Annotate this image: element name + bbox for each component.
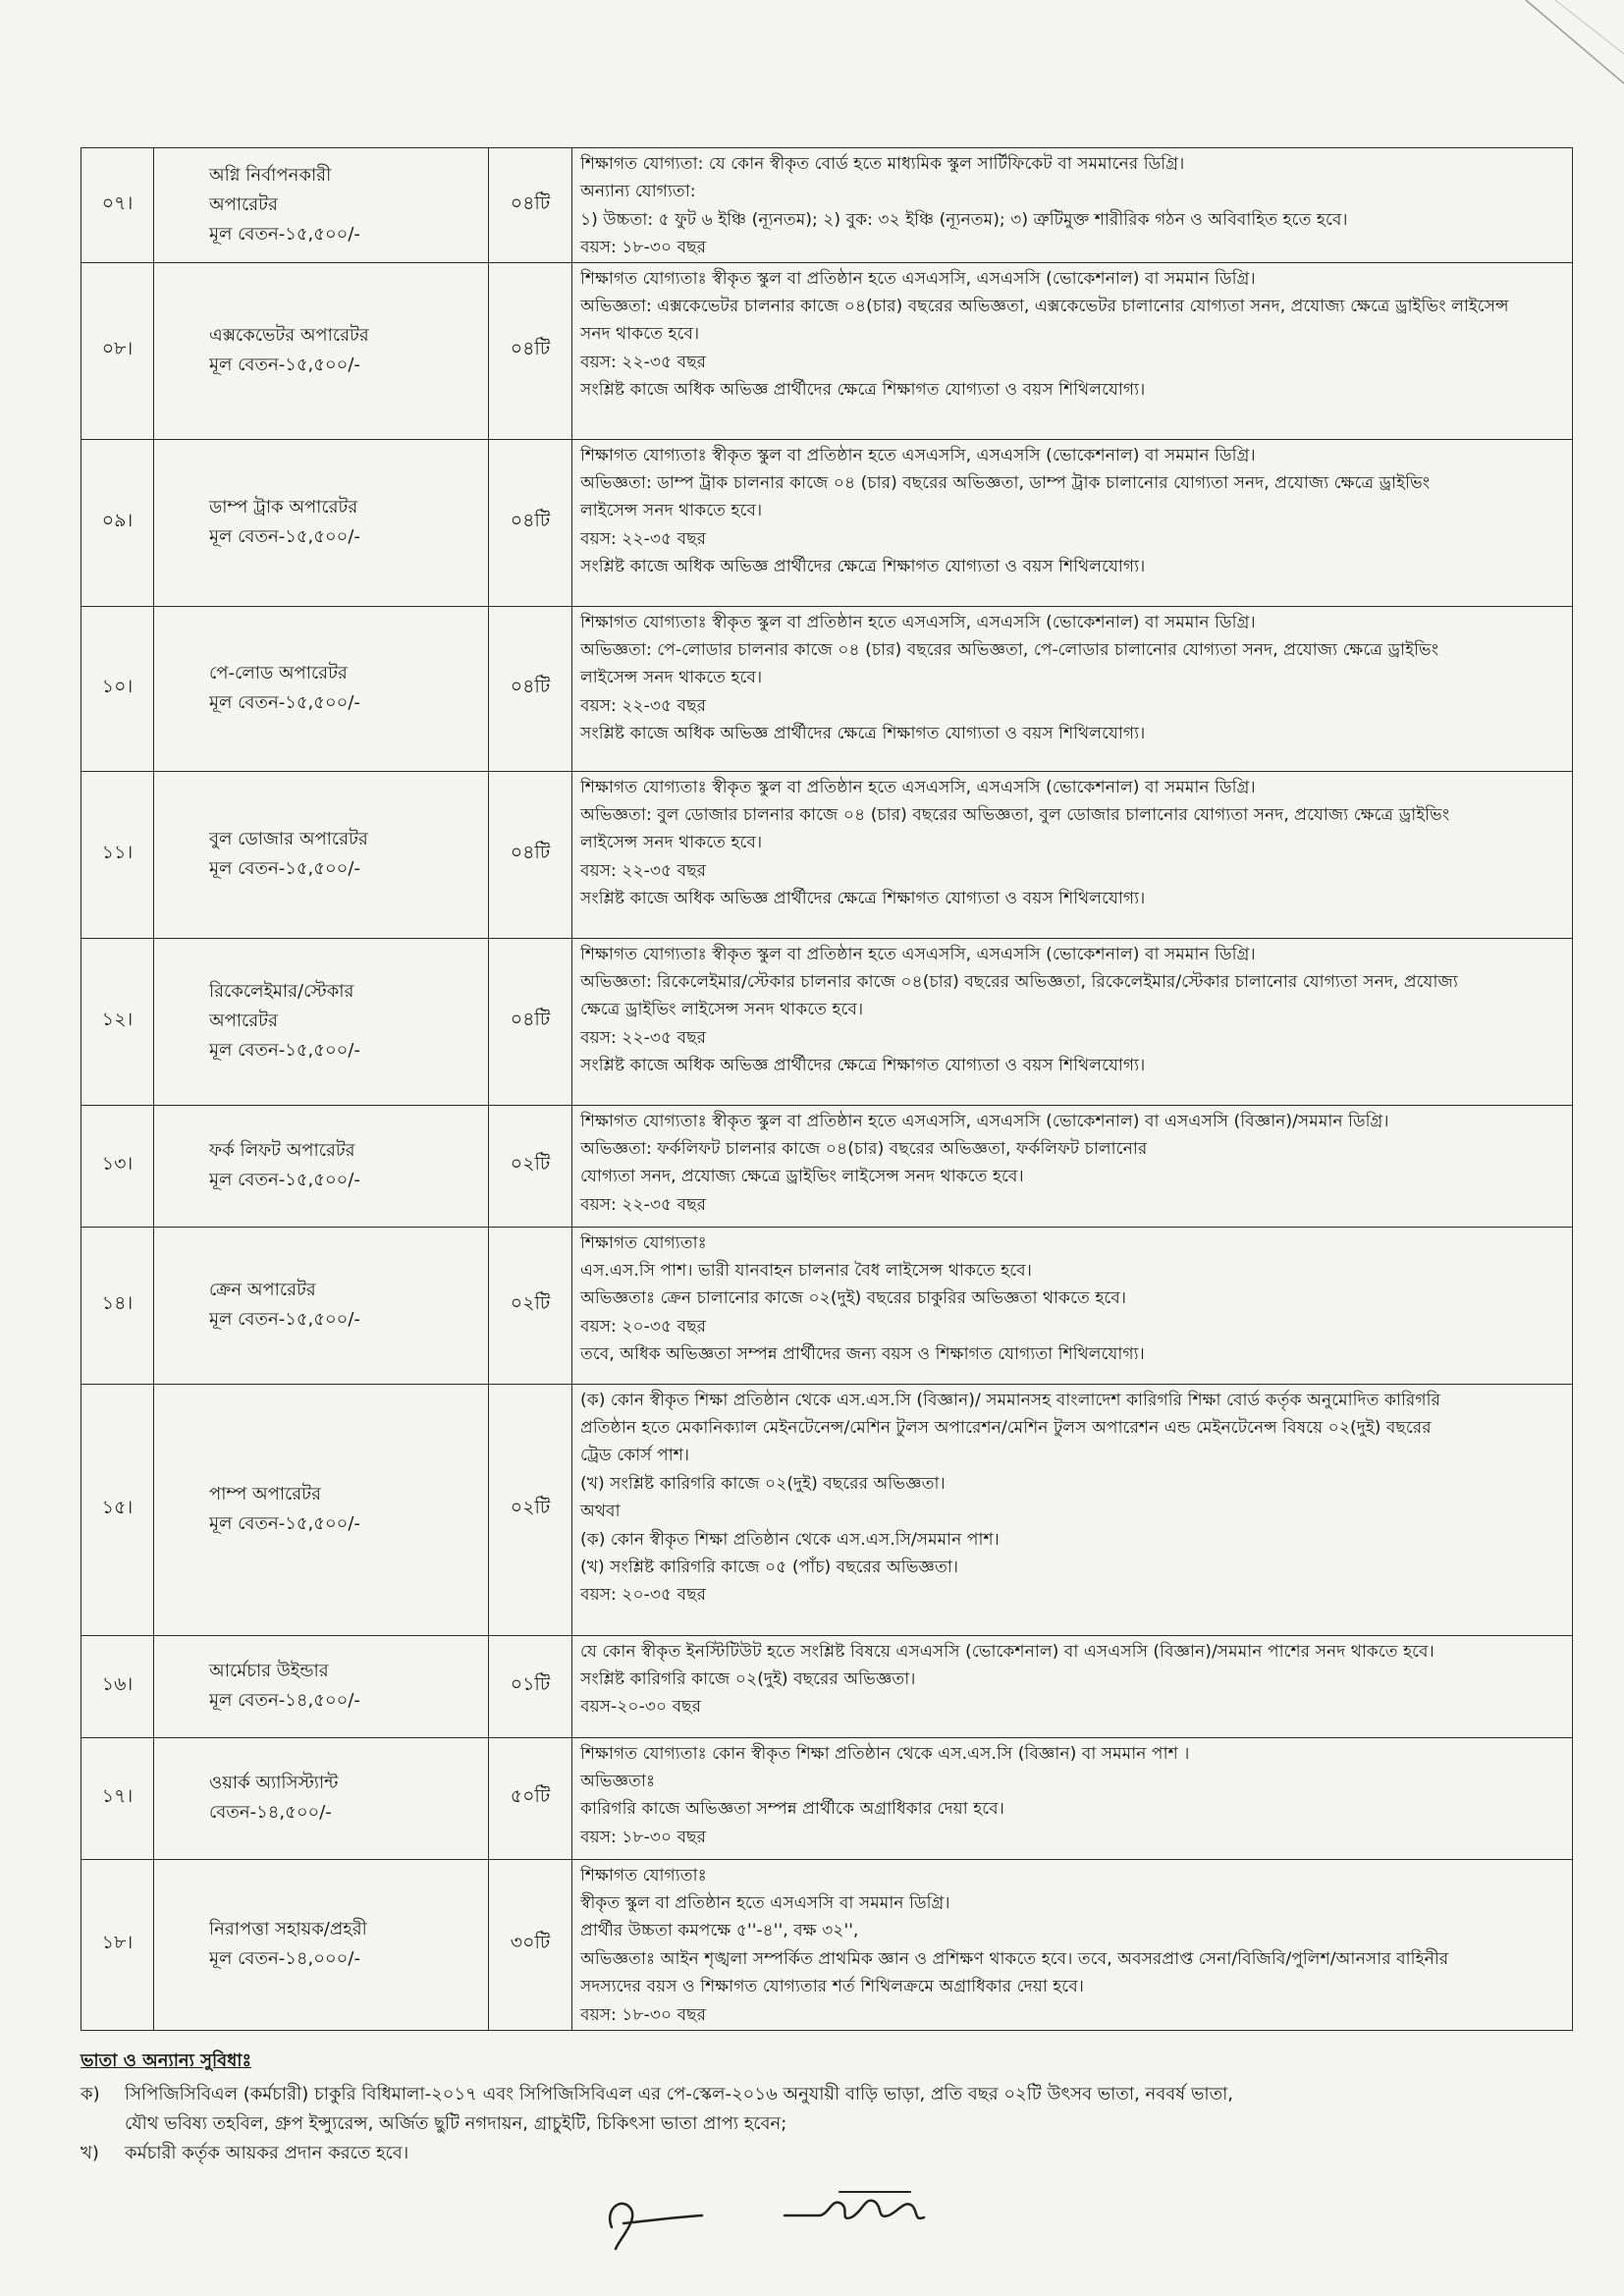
basic-salary: মূল বেতন-১৫,৫০০/- <box>209 692 360 714</box>
serial-number: ১৬। <box>81 1635 154 1737</box>
post-cell <box>154 1105 489 1227</box>
requirement-line: শিক্ষাগত যোগ্যতাঃ স্বীকৃত স্কুল বা প্রতিষ্ঠান হতে এসএসসি, এসএসসি (ভোকেশনাল) বা এসএসসি (বিজ্ঞান)/সমমান ডিগ্রি। <box>580 1111 1389 1131</box>
basic-salary: বেতন-১৪,৫০০/- <box>209 1802 332 1824</box>
post-name: ওয়ার্ক অ্যাসিস্ট্যান্ট <box>209 1773 339 1794</box>
basic-salary: মূল বেতন-১৫,৫০০/- <box>209 526 360 548</box>
requirement-line: বয়স: ১৮-৩০ বছর <box>580 238 707 258</box>
requirement-line: লাইসেন্স সনদ থাকতে হবে। <box>580 833 763 853</box>
allowance-text-line: যৌথ ভবিষ্য তহবিল, গ্রুপ ইন্স্যুরেন্স, অর্জিত ছুটি নগদায়ন, গ্রাচুইটি, চিকিৎসা ভাতা প্রাপ্য হবেন; <box>125 2113 787 2134</box>
post-cell <box>154 1384 489 1635</box>
requirements-cell <box>572 262 1573 439</box>
requirement-line: বয়স: ১৮-৩০ বছর <box>580 1827 707 1847</box>
job-requirements-table <box>81 147 1573 2031</box>
requirement-line: অভিজ্ঞতাঃ ক্রেন চালানোর কাজে ০২(দুই) বছরের চাকুরির অভিজ্ঞতা থাকতে হবে। <box>580 1288 1126 1309</box>
job-row <box>81 1384 1573 1635</box>
requirement-line: এস.এস.সি পাশ। ভারী যানবাহন চালনার বৈধ লাইসেন্স থাকতে হবে। <box>580 1261 1032 1282</box>
allowances-title: ভাতা ও অন্যান্য সুবিধাঃ <box>81 2050 252 2071</box>
requirements-cell <box>572 1859 1573 2030</box>
serial-number: ১৩। <box>81 1105 154 1227</box>
requirements-cell <box>572 1105 1573 1227</box>
requirements-cell <box>572 439 1573 606</box>
post-cell <box>154 1227 489 1384</box>
post-name: বুল ডোজার অপারেটর <box>209 829 368 850</box>
requirement-line: সংশ্লিষ্ট কাজে অধিক অভিজ্ঞ প্রার্থীদের ক্ষেত্রে শিক্ষাগত যোগ্যতা ও বয়স শিথিলযোগ্য। <box>580 889 1146 909</box>
requirement-line: শিক্ষাগত যোগ্যতাঃ স্বীকৃত স্কুল বা প্রতিষ্ঠান হতে এসএসসি, এসএসসি (ভোকেশনাল) বা সমমান ডিগ্রি। <box>580 445 1256 465</box>
job-row <box>81 439 1573 606</box>
requirement-line: সদস্যদের বয়স ও শিক্ষাগত যোগ্যতার শর্ত শিথিলক্রমে অগ্রাধিকার দেয়া হবে। <box>580 1977 1084 1997</box>
requirements-cell <box>572 1384 1573 1635</box>
job-row <box>81 771 1573 938</box>
requirement-line: বয়স: ২০-৩৫ বছর <box>580 1316 707 1337</box>
post-name: ডাম্প ট্রাক অপারেটর <box>209 497 358 519</box>
requirements-cell <box>572 1635 1573 1737</box>
serial-number: ১৪। <box>81 1227 154 1384</box>
requirement-line: অভিজ্ঞতা: ডাম্প ট্রাক চালনার কাজে ০৪ (চার) বছরের অভিজ্ঞতা, ডাম্প ট্রাক চালানোর যোগ্যতা সনদ, প্রযোজ্য ক্ষেত্রে ড্রাইভিং <box>580 473 1431 494</box>
folded-corner-mark <box>1506 0 1624 88</box>
job-row <box>81 1227 1573 1384</box>
requirement-line: অভিজ্ঞতা: এক্সকেভেটর চালনার কাজে ০৪(চার) বছরের অভিজ্ঞতা, এক্সকেভেটর চালানোর যোগ্যতা সনদ, প্রযোজ্য ক্ষেত্রে ড্রাইভিং লাইসেন্স <box>580 297 1509 317</box>
serial-number: ০৮। <box>81 262 154 439</box>
requirement-line: কারিগরি কাজে অভিজ্ঞতা সম্পন্ন প্রার্থীকে অগ্রাধিকার দেয়া হবে। <box>580 1799 1004 1820</box>
requirement-line: শিক্ষাগত যোগ্যতাঃ <box>580 1865 707 1886</box>
requirement-line: অন্যান্য যোগ্যতা: <box>580 182 696 202</box>
signature-handwritten <box>781 2178 928 2237</box>
requirement-line: শিক্ষাগত যোগ্যতাঃ স্বীকৃত স্কুল বা প্রতিষ্ঠান হতে এসএসসি, এসএসসি (ভোকেশনাল) বা সমমান ডিগ্রি। <box>580 268 1256 289</box>
post-name: আর্মেচার উইন্ডার <box>209 1661 329 1682</box>
serial-number: ০৯। <box>81 439 154 606</box>
job-row <box>81 606 1573 771</box>
requirement-line: (খ) সংশ্লিষ্ট কারিগরি কাজে ০২(দুই) বছরের অভিজ্ঞতা। <box>580 1473 946 1494</box>
basic-salary: মূল বেতন-১৫,৫০০/- <box>209 1040 360 1062</box>
requirement-line: (ক) কোন স্বীকৃত শিক্ষা প্রতিষ্ঠান থেকে এস.এস.সি/সমমান পাশ। <box>580 1529 1000 1550</box>
basic-salary: মূল বেতন-১৪,০০০/- <box>209 1948 360 1970</box>
post-name: পে-লোড অপারেটর <box>209 663 348 684</box>
requirement-line: ক্ষেত্রে ড্রাইভিং লাইসেন্স সনদ থাকতে হবে। <box>580 1000 864 1020</box>
requirement-line: লাইসেন্স সনদ থাকতে হবে। <box>580 501 763 521</box>
serial-number: ১৭। <box>81 1737 154 1859</box>
requirement-line: স্বীকৃত স্কুল বা প্রতিষ্ঠান হতে এসএসসি বা সমমান ডিগ্রি। <box>580 1893 950 1914</box>
requirement-line: যে কোন স্বীকৃত ইনস্টিটিউট হতে সংশ্লিষ্ট বিষয়ে এসএসসি (ভোকেশনাল) বা এসএসসি (বিজ্ঞান)/সমমান পাশের সনদ থাকতে হবে। <box>580 1641 1435 1662</box>
requirement-line: যোগ্যতা সনদ, প্রযোজ্য ক্ষেত্রে ড্রাইভিং লাইসেন্স সনদ থাকতে হবে। <box>580 1167 1024 1187</box>
requirement-line: সংশ্লিষ্ট কাজে অধিক অভিজ্ঞ প্রার্থীদের ক্ষেত্রে শিক্ষাগত যোগ্যতা ও বয়স শিথিলযোগ্য। <box>580 724 1146 744</box>
allowance-marker: ক) <box>81 2084 100 2105</box>
requirement-line: সংশ্লিষ্ট কাজে অধিক অভিজ্ঞ প্রার্থীদের ক্ষেত্রে শিক্ষাগত যোগ্যতা ও বয়স শিথিলযোগ্য। <box>580 1056 1146 1076</box>
post-count: ৩০টি <box>489 1859 572 2030</box>
requirement-line: অভিজ্ঞতা: ফর্কলিফট চালনার কাজে ০৪(চার) বছরের অভিজ্ঞতা, ফর্কলিফট চালানোর <box>580 1139 1148 1160</box>
allowance-text-line: সিপিজিসিবিএল (কর্মচারী) চাকুরি বিধিমালা-২০১৭ এবং সিপিজিসিবিএল এর পে-স্কেল-২০১৬ অনুযায়ী বাড়ি ভাড়া, প্রতি বছর ০২টি উৎসব ভাতা, নববর্ষ ভাতা, <box>125 2084 1234 2105</box>
requirement-line: সংশ্লিষ্ট কাজে অধিক অভিজ্ঞ প্রার্থীদের ক্ষেত্রে শিক্ষাগত যোগ্যতা ও বয়স শিথিলযোগ্য। <box>580 557 1146 577</box>
post-name: ফর্ক লিফট অপারেটর <box>209 1140 355 1162</box>
post-name: রিকেলেইমার/স্টেকার <box>209 981 354 1003</box>
requirements-cell <box>572 771 1573 938</box>
post-cell <box>154 148 489 263</box>
post-name: পাম্প অপারেটর <box>209 1484 321 1505</box>
serial-number: ১১। <box>81 771 154 938</box>
requirement-line: (ক) কোন স্বীকৃত শিক্ষা প্রতিষ্ঠান থেকে এস.এস.সি (বিজ্ঞান)/ সমমানসহ বাংলাদেশ কারিগরি শিক্ষা বোর্ড কর্তৃক অনুমোদিত কারিগরি <box>580 1390 1440 1410</box>
post-cell <box>154 1635 489 1737</box>
post-name: অগ্নি নির্বাপনকারী <box>209 164 332 186</box>
allowance-marker: খ) <box>81 2143 99 2163</box>
requirements-cell <box>572 606 1573 771</box>
requirement-line: অভিজ্ঞতাঃ আইন শৃঙ্খলা সম্পর্কিত প্রাথমিক জ্ঞান ও প্রশিক্ষণ থাকতে হবে। তবে, অবসরপ্রাপ্ত সেনা/বিজিবি/পুলিশ/আনসার বাহিনীর <box>580 1948 1449 1969</box>
basic-salary: মূল বেতন-১৫,৫০০/- <box>209 223 360 245</box>
requirements-cell <box>572 1737 1573 1859</box>
post-cell <box>154 1859 489 2030</box>
requirement-line: বয়স: ১৮-৩০ বছর <box>580 2004 707 2025</box>
post-name: নিরাপত্তা সহায়ক/প্রহরী <box>209 1919 367 1941</box>
signature-initial <box>594 2188 712 2257</box>
post-count: ০১টি <box>489 1635 572 1737</box>
post-count: ০৪টি <box>489 771 572 938</box>
allowance-text-line: কর্মচারী কর্তৃক আয়কর প্রদান করতে হবে। <box>125 2143 409 2163</box>
serial-number: ১২। <box>81 938 154 1105</box>
post-name: অপারেটর <box>209 1011 278 1032</box>
post-cell <box>154 606 489 771</box>
basic-salary: মূল বেতন-১৫,৫০০/- <box>209 1170 360 1191</box>
job-row <box>81 938 1573 1105</box>
post-count: ০৪টি <box>489 148 572 263</box>
requirement-line: লাইসেন্স সনদ থাকতে হবে। <box>580 668 763 688</box>
post-name: অপারেটর <box>209 193 278 215</box>
requirement-line: বয়স: ২২-৩৫ বছর <box>580 695 707 716</box>
requirement-line: সংশ্লিষ্ট কারিগরি কাজে ০২(দুই) বছরের অভিজ্ঞতা। <box>580 1669 916 1690</box>
post-count: ০৪টি <box>489 439 572 606</box>
requirement-line: শিক্ষাগত যোগ্যতা: যে কোন স্বীকৃত বোর্ড হতে মাধ্যমিক স্কুল সার্টিফিকেট বা সমমানের ডিগ্রি। <box>580 154 1185 174</box>
requirement-line: প্রতিষ্ঠান হতে মেকানিক্যাল মেইনটেনেন্স/মেশিন টুলস অপারেশন/মেশিন টুলস অপারেশন এন্ড মেইনটেনেন্স বিষয়ে ০২(দুই) বছরের <box>580 1418 1432 1439</box>
requirement-line: বয়স-২০-৩০ বছর <box>580 1697 702 1718</box>
post-count: ০৪টি <box>489 938 572 1105</box>
job-row <box>81 1105 1573 1227</box>
requirement-line: অভিজ্ঞতা: রিকেলেইমার/স্টেকার চালনার কাজে ০৪(চার) বছরের অভিজ্ঞতা, রিকেলেইমার/স্টেকার চালানোর যোগ্যতা সনদ, প্রযোজ্য <box>580 972 1458 993</box>
job-row <box>81 1737 1573 1859</box>
basic-salary: মূল বেতন-১৫,৫০০/- <box>209 1513 360 1535</box>
requirement-line: বয়স: ২২-৩৫ বছর <box>580 352 707 372</box>
requirement-line: শিক্ষাগত যোগ্যতাঃ স্বীকৃত স্কুল বা প্রতিষ্ঠান হতে এসএসসি, এসএসসি (ভোকেশনাল) বা সমমান ডিগ্রি। <box>580 612 1256 632</box>
post-cell <box>154 439 489 606</box>
post-cell <box>154 771 489 938</box>
post-count: ০৪টি <box>489 606 572 771</box>
basic-salary: মূল বেতন-১৪,৫০০/- <box>209 1690 360 1712</box>
requirement-line: সনদ থাকতে হবে। <box>580 324 700 345</box>
requirement-line: অথবা <box>580 1502 621 1522</box>
requirements-cell <box>572 938 1573 1105</box>
requirement-line: বয়স: ২০-৩৫ বছর <box>580 1585 707 1606</box>
requirement-line: ১) উচ্চতা: ৫ ফুট ৬ ইঞ্চি (ন্যূনতম); ২) বুক: ৩২ ইঞ্চি (ন্যূনতম); ৩) ত্রুটিমুক্ত শারীরিক গঠন ও অবিবাহিত হতে হবে। <box>580 209 1348 230</box>
post-count: ০২টি <box>489 1105 572 1227</box>
serial-number: ০৭। <box>81 148 154 263</box>
requirements-cell <box>572 1227 1573 1384</box>
post-cell <box>154 938 489 1105</box>
basic-salary: মূল বেতন-১৫,৫০০/- <box>209 1309 360 1331</box>
requirement-line: সংশ্লিষ্ট কাজে অধিক অভিজ্ঞ প্রার্থীদের ক্ষেত্রে শিক্ষাগত যোগ্যতা ও বয়স শিথিলযোগ্য। <box>580 380 1146 401</box>
requirement-line: অভিজ্ঞতা: বুল ডোজার চালনার কাজে ০৪ (চার) বছরের অভিজ্ঞতা, বুল ডোজার চালানোর যোগ্যতা সনদ, প্রযোজ্য ক্ষেত্রে ড্রাইভিং <box>580 805 1450 826</box>
job-row <box>81 262 1573 439</box>
post-count: ০৪টি <box>489 262 572 439</box>
job-row <box>81 148 1573 263</box>
requirement-line: ট্রেড কোর্স পাশ। <box>580 1446 690 1466</box>
requirement-line: শিক্ষাগত যোগ্যতাঃ স্বীকৃত স্কুল বা প্রতিষ্ঠান হতে এসএসসি, এসএসসি (ভোকেশনাল) বা সমমান ডিগ্রি। <box>580 944 1256 964</box>
requirements-cell <box>572 148 1573 263</box>
job-row <box>81 1635 1573 1737</box>
requirement-line: প্রার্থীর উচ্চতা কমপক্ষে ৫''-৪'', বক্ষ ৩২'', <box>580 1921 859 1941</box>
requirement-line: শিক্ষাগত যোগ্যতাঃ <box>580 1232 707 1253</box>
post-count: ৫০টি <box>489 1737 572 1859</box>
requirement-line: বয়স: ২২-৩৫ বছর <box>580 1194 707 1215</box>
requirement-line: বয়স: ২২-৩৫ বছর <box>580 1027 707 1048</box>
serial-number: ১৮। <box>81 1859 154 2030</box>
requirement-line: বয়স: ২২-৩৫ বছর <box>580 528 707 549</box>
serial-number: ১৫। <box>81 1384 154 1635</box>
post-cell <box>154 1737 489 1859</box>
basic-salary: মূল বেতন-১৫,৫০০/- <box>209 355 360 376</box>
basic-salary: মূল বেতন-১৫,৫০০/- <box>209 858 360 880</box>
requirement-line: অভিজ্ঞতা: পে-লোডার চালনার কাজে ০৪ (চার) বছরের অভিজ্ঞতা, পে-লোডার চালানোর যোগ্যতা সনদ, প্রযোজ্য ক্ষেত্রে ড্রাইভিং <box>580 640 1439 661</box>
requirement-line: তবে, অধিক অভিজ্ঞতা সম্পন্ন প্রার্থীদের জন্য বয়স ও শিক্ষাগত যোগ্যতা শিথিলযোগ্য। <box>580 1344 1145 1365</box>
requirement-line: শিক্ষাগত যোগ্যতাঃ স্বীকৃত স্কুল বা প্রতিষ্ঠান হতে এসএসসি, এসএসসি (ভোকেশনাল) বা সমমান ডিগ্রি। <box>580 777 1256 797</box>
post-count: ০২টি <box>489 1384 572 1635</box>
requirement-line: শিক্ষাগত যোগ্যতাঃ কোন স্বীকৃত শিক্ষা প্রতিষ্ঠান থেকে এস.এস.সি (বিজ্ঞান) বা সমমান পাশ । <box>580 1743 1190 1764</box>
allowance-item-b <box>81 2139 1573 2168</box>
allowances-section <box>81 2047 1573 2168</box>
requirement-line: (খ) সংশ্লিষ্ট কারিগরি কাজে ০৫ (পাঁচ) বছরের অভিজ্ঞতা। <box>580 1558 958 1578</box>
requirement-line: অভিজ্ঞতাঃ <box>580 1772 656 1792</box>
post-cell <box>154 262 489 439</box>
post-name: ক্রেন অপারেটর <box>209 1280 316 1301</box>
job-row <box>81 1859 1573 2030</box>
requirement-line: বয়স: ২২-৩৫ বছর <box>580 860 707 881</box>
allowance-item-a <box>81 2080 1573 2139</box>
serial-number: ১০। <box>81 606 154 771</box>
post-count: ০২টি <box>489 1227 572 1384</box>
post-name: এক্সকেভেটর অপারেটর <box>209 325 369 347</box>
